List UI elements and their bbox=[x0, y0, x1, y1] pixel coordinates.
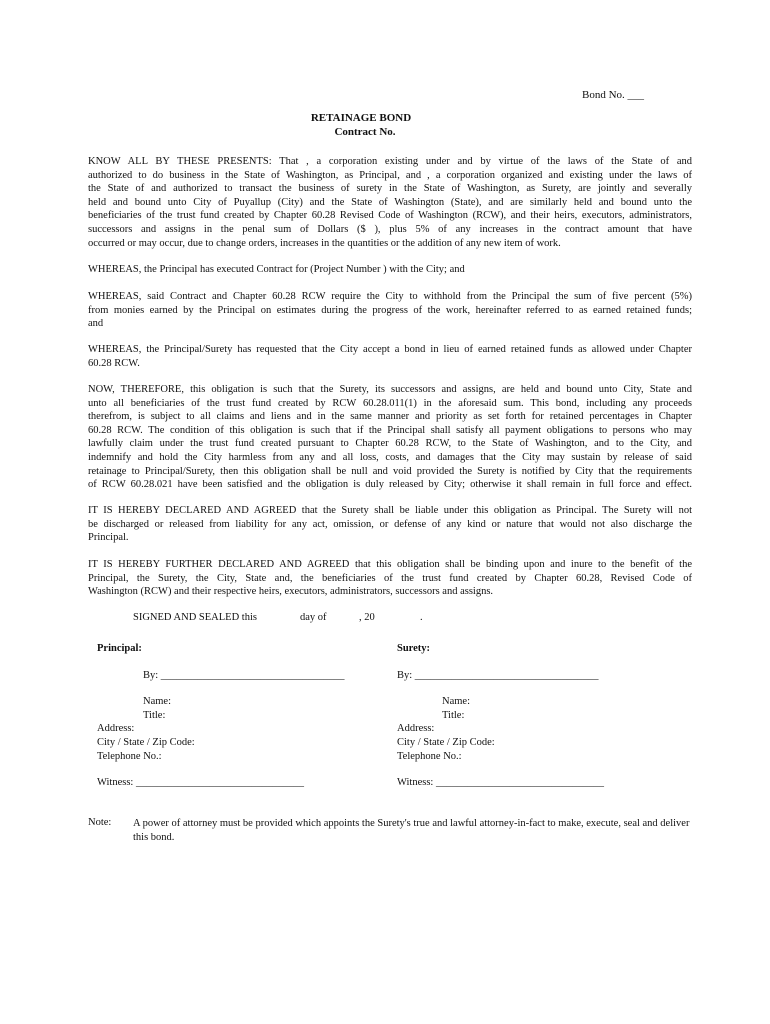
now-therefore-paragraph bbox=[88, 383, 692, 492]
signed-sealed-text: SIGNED AND SEALED this bbox=[133, 612, 257, 623]
paragraph-line: unto all beneficiaries of the trust fund created by RCW 60.28.011(1) in the aforesaid sum. This bond, including any proceeds bbox=[88, 397, 692, 409]
principal-title-label: Title: bbox=[143, 710, 166, 721]
principal-witness-line: Witness: ________________________________ bbox=[97, 777, 304, 788]
hereby-declared-paragraph bbox=[88, 504, 692, 545]
paragraph-line: KNOW ALL BY THESE PRESENTS: That , a corporation existing under and by virtue of the laws of the State of and bbox=[88, 156, 692, 167]
paragraph-line: and bbox=[88, 318, 104, 330]
principal-telephone-label: Telephone No.: bbox=[97, 751, 162, 762]
whereas-request-paragraph bbox=[88, 343, 692, 370]
surety-witness-line: Witness: ________________________________ bbox=[397, 777, 604, 788]
whereas-withhold-paragraph bbox=[88, 290, 692, 331]
whereas-contract-paragraph bbox=[88, 263, 692, 277]
year-text: , 20 bbox=[359, 612, 375, 623]
paragraph-line: NOW, THEREFORE, this obligation is such that the Surety, its successors and assigns, are held and bound unto City, State and bbox=[88, 384, 692, 395]
surety-address-label: Address: bbox=[397, 723, 435, 734]
principal-address-label: Address: bbox=[97, 723, 135, 734]
note-text: A power of attorney must be provided which appoints the Surety's true and lawful attorney-in-fact to make, execute, seal and deliver this bond. bbox=[133, 818, 690, 843]
day-of-text: day of bbox=[300, 612, 327, 623]
paragraph-line: IT IS HEREBY DECLARED AND AGREED that the Surety shall be liable under this obligation as Principal. The Surety will not bbox=[88, 505, 692, 516]
surety-title-label: Title: bbox=[442, 710, 465, 721]
further-declared-paragraph bbox=[88, 558, 692, 599]
principal-by-line: By: ___________________________________ bbox=[143, 670, 345, 681]
paragraph-line: held and bound unto City of Puyallup (City) and the State of Washington (State), and are similarly held and bound unto the bbox=[88, 196, 692, 208]
principal-heading: Principal: bbox=[97, 643, 142, 654]
surety-name-label: Name: bbox=[442, 696, 470, 707]
paragraph-line: beneficiaries of the trust fund created by Chapter 60.28 Revised Code of Washington (RCW), and their heirs, executors, administrators, bbox=[88, 210, 692, 222]
paragraph-line: therefrom, is subject to all claims and liens and in the same manner and priority as set forth for retained percentages in Chapter bbox=[88, 411, 692, 423]
surety-by-line: By: ___________________________________ bbox=[397, 670, 599, 681]
paragraph-line: 60.28 RCW. The condition of this obligation is such that if the Principal shall satisfy all payment obligations to persons who may bbox=[88, 424, 692, 436]
surety-city-state-zip-label: City / State / Zip Code: bbox=[397, 737, 495, 748]
paragraph-line: be discharged or released from liability for any act, omission, or defense of any kind or nature that would not also discharge the bbox=[88, 518, 692, 530]
paragraph-line: IT IS HEREBY FURTHER DECLARED AND AGREED that this obligation shall be binding upon and inure to the benefit of the bbox=[88, 559, 692, 570]
paragraph-line: retainage to Principal/Surety, then this obligation shall be null and void provided the Surety is notified by City that the requirements bbox=[88, 465, 692, 477]
paragraph-line: indemnify and hold the City harmless from any and all loss, costs, and damages that the City may sustain by release of said bbox=[88, 451, 692, 463]
surety-telephone-label: Telephone No.: bbox=[397, 751, 462, 762]
paragraph-line: WHEREAS, the Principal has executed Contract for (Project Number ) with the City; and bbox=[88, 264, 465, 275]
paragraph-line: 60.28 RCW. bbox=[88, 357, 140, 369]
paragraph-line: WHEREAS, the Principal/Surety has requested that the City accept a bond in lieu of earned retained funds as allowed under Chapter bbox=[88, 344, 692, 355]
note-label: Note: bbox=[88, 817, 112, 828]
paragraph-line: WHEREAS, said Contract and Chapter 60.28 RCW require the City to withhold from the Principal the sum of five percent (5%) bbox=[88, 291, 692, 302]
paragraph-line: Principal, the Surety, the City, State and, the beneficiaries of the trust fund created by Chapter 60.28, Revised Code of bbox=[88, 572, 692, 584]
paragraph-line: successors and assigns in the penal sum of Dollars ($ ), plus 5% of any increases in the contract amount that have bbox=[88, 223, 692, 235]
paragraph-line: Principal. bbox=[88, 532, 129, 544]
paragraph-line: occurred or may occur, due to change orders, increases in the quantities or the addition of any new item of work. bbox=[88, 237, 561, 249]
principal-name-label: Name: bbox=[143, 696, 171, 707]
surety-heading: Surety: bbox=[397, 643, 431, 654]
period-text: . bbox=[420, 612, 423, 623]
paragraph-line: authorized to do business in the State of Washington, as Principal, and , a corporation organized and existing under the laws of bbox=[88, 169, 692, 181]
paragraph-line: lawfully claim under the trust fund created pursuant to Chapter 60.28 RCW, to the State of Washington, and to the City, and bbox=[88, 438, 692, 450]
know-all-paragraph bbox=[88, 155, 692, 250]
paragraph-line: Washington (RCW) and their respective heirs, executors, administrators, successors and assigns. bbox=[88, 586, 494, 598]
bond-number: Bond No. ___ bbox=[582, 89, 645, 101]
document-title: RETAINAGE BOND bbox=[310, 112, 412, 124]
principal-city-state-zip-label: City / State / Zip Code: bbox=[97, 737, 195, 748]
paragraph-line: the State of and authorized to transact the business of surety in the State of Washington, as Surety, are jointly and severally bbox=[88, 183, 692, 195]
paragraph-line: of RCW 60.28.021 have been satisfied and the obligation is duly released by City; otherwise it shall remain in full force and effect. bbox=[88, 479, 692, 491]
paragraph-line: from monies earned by the Principal on estimates during the progress of the work, hereinafter referred to as earned retained funds; bbox=[88, 304, 692, 316]
contract-number-heading: Contract No. bbox=[334, 126, 396, 138]
